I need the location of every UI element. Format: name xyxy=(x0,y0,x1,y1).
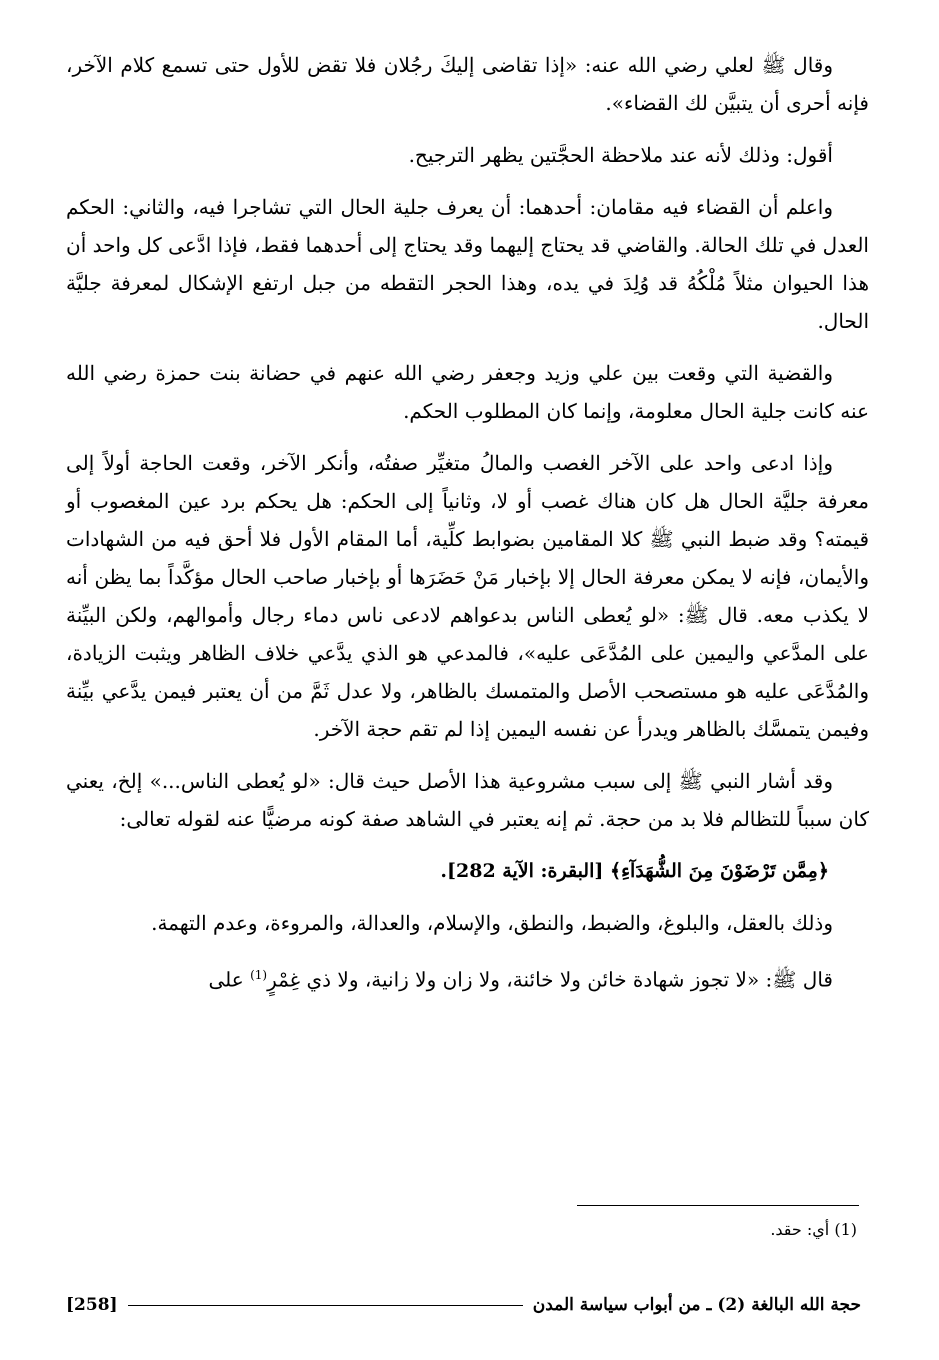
quran-quote: ﴿مِمَّن تَرْضَوْنَ مِنَ الشُّهَدَآءِ﴾ [البقرة: الآية 282]. xyxy=(440,860,829,882)
paragraph: وإذا ادعى واحد على الآخر الغصب والمالُ متغيِّر صفتُه، وأنكر الآخر، وقعت الحاجة أولاً إلى معرفة جليَّة الحال هل كان هناك غصب أو لا، وثانياً إلى الحكم: هل يحكم برد عين المغصوب أو قيمته؟ وقد ضبط النبي ﷺ كلا المقامين بضوابط كلِّية، أما المقام الأول فلا أحق فيه من الشهادات والأيمان، فإنه لا يمكن معرفة الحال إلا بإخبار مَنْ حَضَرَها أو بإخبار صاحب الحال مؤكَّداً بما يظن أنه لا يكذب معه. قال ﷺ: «لو يُعطى الناس بدعواهم لادعى ناس دماء رجال وأموالهم، ولكن البيِّنة على المدَّعي واليمين على المُدَّعَى عليه»، فالمدعي هو الذي يدَّعي خلاف الظاهر ويثبت الزيادة، والمُدَّعَى عليه هو مستصحب الأصل والمتمسك بالظاهر، ولا عدل ثَمَّ من أن يعتبر فيمن يدَّعي بيِّنة وفيمن يتمسَّك بالظاهر ويدرأ عن نفسه اليمين إذا لم تقم حجة الآخر. xyxy=(66,451,869,741)
page-footer xyxy=(66,1290,861,1320)
footnote-marker[interactable]: (1) xyxy=(250,968,268,982)
paragraph-text: قال ﷺ: «لا تجوز شهادة خائن ولا خائنة، ولا زان ولا زانية، ولا ذي غِمْرٍ xyxy=(267,967,833,992)
body-text xyxy=(66,46,869,1013)
paragraph-text: على xyxy=(208,967,251,992)
paragraph: أقول: وذلك لأنه عند ملاحظة الحجَّتين يظهر الترجيح. xyxy=(408,143,833,167)
paragraph: وذلك بالعقل، والبلوغ، والضبط، والنطق، والإسلام، والعدالة، والمروءة، وعدم التهمة. xyxy=(151,911,833,935)
paragraph: وقال ﷺ لعلي رضي الله عنه: «إذا تقاضى إليكَ رجُلان فلا تقض للأول حتى تسمع كلام الآخر، فإنه أحرى أن يتبيَّن لك القضاء». xyxy=(66,53,869,115)
paragraph-last xyxy=(66,956,869,999)
running-title: حجة الله البالغة (2) ـ من أبواب سياسة المدن xyxy=(532,1295,861,1315)
page-number: [258] xyxy=(66,1295,118,1315)
footer-rule xyxy=(128,1305,523,1306)
paragraph: والقضية التي وقعت بين علي وزيد وجعفر رضي الله عنهم في حضانة بنت حمزة رضي الله عنه كانت جلية الحال معلومة، وإنما كان المطلوب الحكم. xyxy=(66,361,869,423)
paragraph: وقد أشار النبي ﷺ إلى سبب مشروعية هذا الأصل حيث قال: «لو يُعطى الناس...» إلخ، يعني كان سبباً للتظالم فلا بد من حجة. ثم إنه يعتبر في الشاهد صفة كونه مرضيًّا عنه لقوله تعالى: xyxy=(66,769,869,831)
footnote-divider xyxy=(577,1205,859,1206)
paragraph: واعلم أن القضاء فيه مقامان: أحدهما: أن يعرف جلية الحال التي تشاجرا فيه، والثاني: الحكم العدل في تلك الحالة. والقاضي قد يحتاج إليهما وقد يحتاج إلى أحدهما فقط، فإذا ادَّعى كل واحد أن هذا الحيوان مثلاً مُلْكُهُ قد وُلِدَ في يده، وهذا الحجر التقطه من جبل ارتفع الإشكال لمعرفة جليَّة الحال. xyxy=(66,195,869,333)
footnote: (1) أي: حقد. xyxy=(770,1220,857,1239)
